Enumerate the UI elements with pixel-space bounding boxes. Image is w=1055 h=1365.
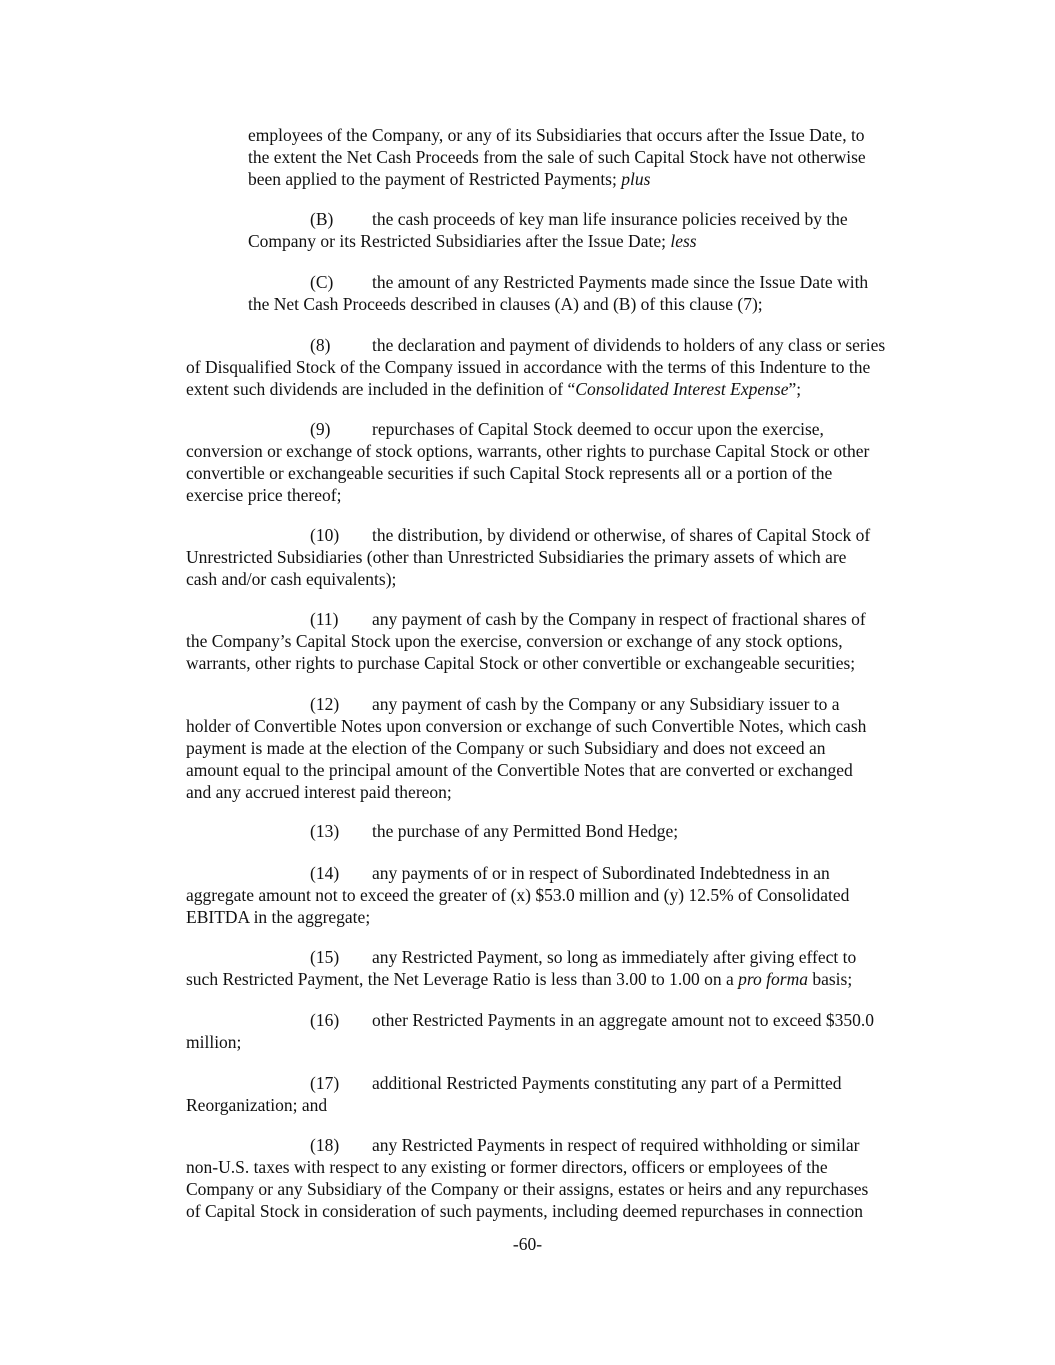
paragraph-line: convertible or exchangeable securities if such Capital Stock represents all or a portion of the (186, 463, 833, 483)
paragraph-continuation (248, 124, 932, 190)
clause-10 (186, 524, 932, 590)
paragraph-line-text: basis; (807, 969, 853, 989)
page-number: -60- (512, 1234, 543, 1254)
paragraph-line-text: any payment of cash by the Company or any Subsidiary issuer to a (372, 694, 840, 714)
paragraph-line: the extent the Net Cash Proceeds from the sale of such Capital Stock have not otherwise (248, 147, 866, 167)
clause-number: (12) (310, 694, 340, 714)
paragraph-line: cash and/or cash equivalents); (186, 569, 397, 589)
paragraph-line (186, 693, 932, 715)
paragraph-line: the Company’s Capital Stock upon the exercise, conversion or exchange of any stock options, (186, 631, 843, 651)
paragraph-line-text: the purchase of any Permitted Bond Hedge; (372, 821, 679, 841)
paragraph-line-text: Company or its Restricted Subsidiaries after the Issue Date; (248, 231, 671, 251)
clause-number: (16) (310, 1010, 340, 1030)
paragraph-line (186, 1009, 932, 1031)
paragraph-line (248, 230, 932, 252)
clause-number: (C) (310, 272, 334, 292)
paragraph-line: warrants, other rights to purchase Capital Stock or other convertible or exchangeable securities; (186, 653, 856, 673)
paragraph-line: of Capital Stock in consideration of such payments, including deemed repurchases in connection (186, 1201, 863, 1221)
clause-13 (186, 820, 932, 842)
italic-term: plus (621, 169, 651, 189)
paragraph-line-text: additional Restricted Payments constituting any part of a Permitted (372, 1073, 842, 1093)
paragraph-line-text: such Restricted Payment, the Net Leverage Ratio is less than 3.00 to 1.00 on a (186, 969, 739, 989)
paragraph-line-text: extent such dividends are included in the definition of “ (186, 379, 576, 399)
paragraph-line-text: the amount of any Restricted Payments made since the Issue Date with (372, 272, 869, 292)
paragraph-line-text: other Restricted Payments in an aggregate amount not to exceed $350.0 (372, 1010, 875, 1030)
paragraph-line (186, 946, 932, 968)
clause-number: (18) (310, 1135, 340, 1155)
paragraph-line (186, 608, 932, 630)
paragraph-line-text: the distribution, by dividend or otherwise, of shares of Capital Stock of (372, 525, 871, 545)
paragraph-line: and any accrued interest paid thereon; (186, 782, 452, 802)
clause-number: (14) (310, 863, 340, 883)
paragraph-line: the Net Cash Proceeds described in clauses (A) and (B) of this clause (7); (248, 294, 763, 314)
clause-number: (17) (310, 1073, 340, 1093)
clause-14 (186, 862, 932, 928)
paragraph-line (186, 378, 932, 400)
paragraph-line: Unrestricted Subsidiaries (other than Unrestricted Subsidiaries the primary assets of which are (186, 547, 847, 567)
clause-18 (186, 1134, 932, 1222)
clause-b (248, 208, 932, 252)
paragraph-line: aggregate amount not to exceed the greater of (x) $53.0 million and (y) 12.5% of Consolidated (186, 885, 850, 905)
clause-number: (10) (310, 525, 340, 545)
clause-c (248, 271, 932, 315)
paragraph-line (186, 862, 932, 884)
clause-12 (186, 693, 932, 803)
paragraph-line (186, 820, 932, 842)
clause-number: (13) (310, 821, 340, 841)
paragraph-line (248, 168, 932, 190)
italic-term: less (670, 231, 697, 251)
clause-number: (8) (310, 335, 331, 355)
italic-term: Consolidated Interest Expense (575, 379, 789, 399)
italic-term: pro forma (738, 969, 808, 989)
clause-number: (9) (310, 419, 331, 439)
paragraph-line-text: any Restricted Payment, so long as immediately after giving effect to (372, 947, 857, 967)
paragraph-line-text: repurchases of Capital Stock deemed to occur upon the exercise, (372, 419, 824, 439)
paragraph-line-text: the declaration and payment of dividends to holders of any class or series (372, 335, 886, 355)
paragraph-line: EBITDA in the aggregate; (186, 907, 371, 927)
clause-17 (186, 1072, 932, 1116)
paragraph-line: amount equal to the principal amount of the Convertible Notes that are converted or exchanged (186, 760, 853, 780)
paragraph-line-text: the cash proceeds of key man life insurance policies received by the (372, 209, 848, 229)
clause-15 (186, 946, 932, 990)
paragraph-line: conversion or exchange of stock options, warrants, other rights to purchase Capital Stock or other (186, 441, 870, 461)
paragraph-line (248, 271, 932, 293)
clause-number: (B) (310, 209, 334, 229)
paragraph-line: exercise price thereof; (186, 485, 342, 505)
paragraph-line-text: any payments of or in respect of Subordinated Indebtedness in an (372, 863, 830, 883)
paragraph-line (186, 1134, 932, 1156)
paragraph-line: holder of Convertible Notes upon conversion or exchange of such Convertible Notes, which cash (186, 716, 867, 736)
clause-number: (11) (310, 609, 339, 629)
paragraph-line: million; (186, 1032, 242, 1052)
paragraph-line: Company or any Subsidiary of the Company or their assigns, estates or heirs and any repurchases (186, 1179, 869, 1199)
paragraph-line (186, 334, 932, 356)
paragraph-line-text: been applied to the payment of Restricted Payments; (248, 169, 622, 189)
paragraph-line (186, 418, 932, 440)
paragraph-line-text: any payment of cash by the Company in respect of fractional shares of (372, 609, 866, 629)
clause-8 (186, 334, 932, 400)
paragraph-line (186, 968, 932, 990)
paragraph-line (186, 1072, 932, 1094)
clause-16 (186, 1009, 932, 1053)
paragraph-line-text: ”; (788, 379, 802, 399)
paragraph-line: Reorganization; and (186, 1095, 328, 1115)
paragraph-line (248, 208, 932, 230)
paragraph-line: non-U.S. taxes with respect to any existing or former directors, officers or employees of the (186, 1157, 828, 1177)
paragraph-line-text: any Restricted Payments in respect of required withholding or similar (372, 1135, 860, 1155)
paragraph-line: employees of the Company, or any of its Subsidiaries that occurs after the Issue Date, to (248, 125, 865, 145)
paragraph-line: of Disqualified Stock of the Company issued in accordance with the terms of this Indenture to the (186, 357, 871, 377)
paragraph-line (186, 524, 932, 546)
clause-11 (186, 608, 932, 674)
clause-9 (186, 418, 932, 506)
paragraph-line: payment is made at the election of the Company or such Subsidiary and does not exceed an (186, 738, 826, 758)
clause-number: (15) (310, 947, 340, 967)
